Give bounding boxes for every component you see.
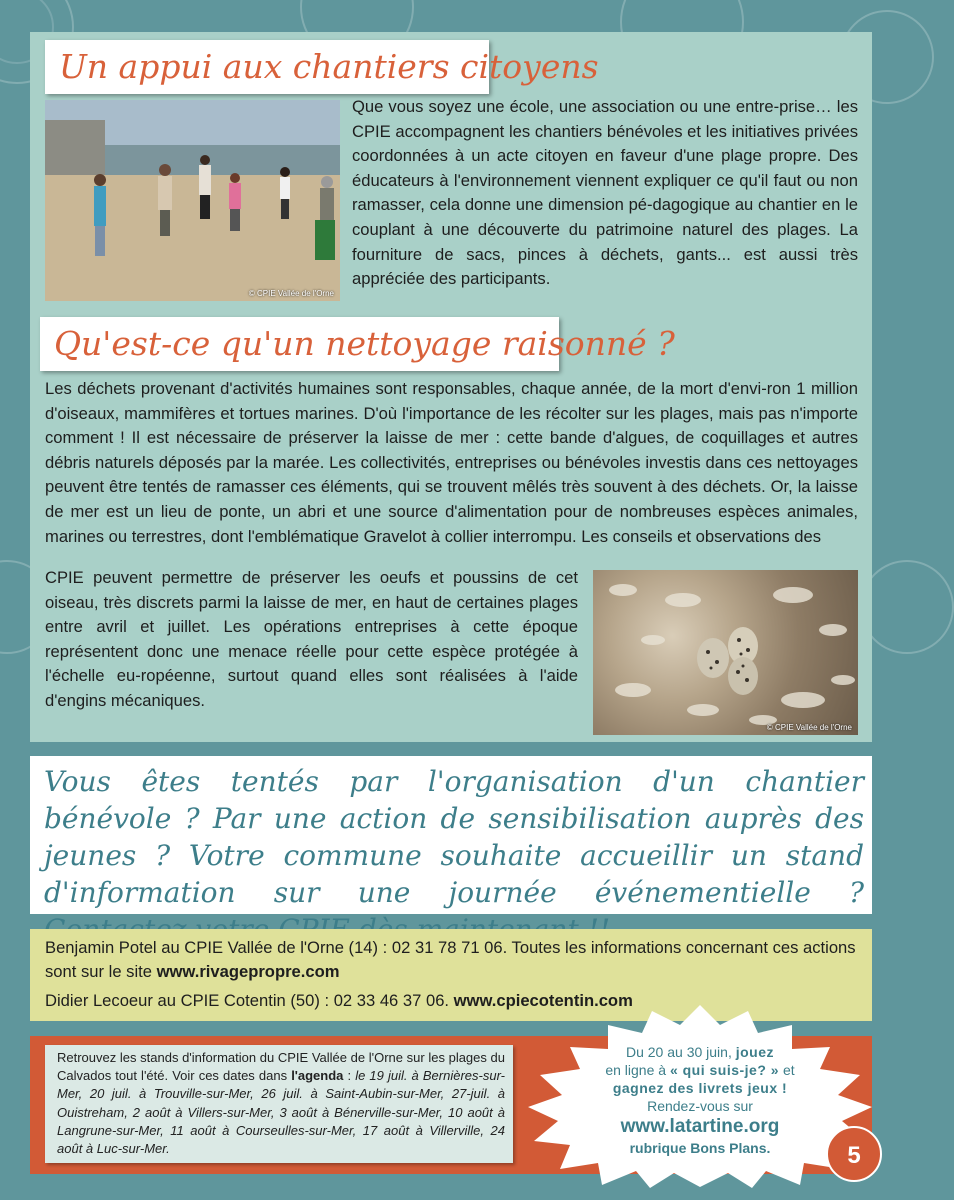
promo-line-1 [565, 1043, 835, 1061]
section2-paragraph-bottom: CPIE peuvent permettre de préserver les oeufs et poussins de cet oiseau, très discrets parmi la laisse de mer, en haut de certaines plages entre avril et juillet. Les opérations entreprises à cette époque représentent donc une menace réelle pour cette espèce protégée à l'échelle eu-ropéenne, surtout quand elles sont réalisées à l'aide d'engins mécaniques. [45, 568, 578, 710]
promo-prize-label: gagnez des livrets jeux ! [612, 1080, 788, 1096]
agenda-dates: le 19 juil. à Bernières-sur-Mer, 20 juil. à Trouville-sur-Mer, 26 juil. à Saint-Aubin-sur-Mer, 27-juil. à Ouistreham, 2 août à Villers-sur-Mer, 3 août à Bénerville-sur-Mer, 10 août à Langrune-sur-Mer, 11 août à Courseulles-sur-Mer, 17 août à Villerville, 24 août à Luc-sur-Mer. [57, 1068, 505, 1157]
decorative-circle [860, 560, 954, 654]
plover-eggs-photo [593, 570, 858, 735]
call-to-action-text: Vous êtes tentés par l'organisation d'un chantier bénévole ? Par une action de sensibilisation auprès des jeunes ? Votre commune souhaite accueillir un stand d'information sur une journée événementielle ? [44, 765, 864, 909]
cpiecotentin-link[interactable]: www.cpiecotentin.com [453, 991, 633, 1010]
promo-quiz-name: « qui suis-je? » [669, 1062, 780, 1078]
agenda-separator: : [343, 1068, 356, 1084]
promo-visit-label: Rendez-vous sur [647, 1098, 753, 1114]
latartine-link[interactable]: www.latartine.org [620, 1116, 780, 1137]
rivagepropre-link[interactable]: www.rivagepropre.com [156, 962, 340, 981]
promo-text [565, 1043, 835, 1157]
contact-line-1 [45, 936, 860, 984]
section2-title: Qu'est-ce qu'un nettoyage raisonné ? [40, 317, 559, 371]
promo-line-1-text: Du 20 au 30 juin, [625, 1044, 736, 1060]
promo-line-2 [565, 1061, 835, 1079]
photo-credit: © CPIE Vallée de l'Orne [248, 289, 334, 298]
contact-1-text: Benjamin Potel au CPIE Vallée de l'Orne (14) : 02 31 78 71 06. Toutes les informations concernant ces actions sont sur le site [45, 938, 856, 981]
promo-section-label: rubrique Bons Plans. [629, 1140, 771, 1156]
photo-credit: © CPIE Vallée de l'Orne [766, 723, 852, 732]
section1-title: Un appui aux chantiers citoyens [45, 40, 489, 94]
volunteers-illustration [45, 100, 340, 301]
plover-eggs-illustration [593, 570, 858, 735]
promo-play-label: jouez [735, 1044, 775, 1060]
volunteers-photo [45, 100, 340, 301]
agenda-text [57, 1049, 505, 1158]
promo-line-2-end: et [779, 1062, 795, 1078]
promo-line-2-text: en ligne à [605, 1062, 670, 1078]
section1-paragraph: Que vous soyez une école, une association ou une entre-prise… les CPIE accompagnent les chantiers bénévoles et les initiatives privées coordonnées à un acte citoyen en faveur d'une plage propre. Des éducateurs à l'environnement viennent expliquer ce qu'il faut ou non ramasser, cela donne une dimension pé-dagogique au chantier en le couplant à une découverte du patrimoine naturel des plages. La fourniture de sacs, pinces à déchets, gants... est aussi très appréciée des participants. [352, 97, 858, 289]
page-number: 5 [826, 1126, 882, 1182]
agenda-link[interactable]: l'agenda [291, 1068, 344, 1084]
agenda-intro: Retrouvez les stands d'information du CPIE Vallée de l'Orne sur les plages du Calvados tout l'été. Voir ces dates dans [57, 1050, 505, 1084]
contact-2-text: Didier Lecoeur au CPIE Cotentin (50) : 02 33 46 37 06. [45, 991, 454, 1010]
section2-paragraph-top: Les déchets provenant d'activités humaines sont responsables, chaque année, de la mort d'envi-ron 1 million d'oiseaux, mammifères et tortues marines. D'où l'importance de les récolter sur les plages, mais pas n'importe comment ! Il est nécessaire de préserver la laisse de mer : cette bande d'algues, de coquillages et autres débris naturels déposés par la marée. Les collectivités, entreprises ou bénévoles investis dans ces nettoyages peuvent être tentés de ramasser ces éléments, qui se trouvent mêlés très souvent à des déchets. Or, la laisse de mer est un lieu de ponte, un abri et une source d'alimentation pour de nombreuses espèces animales, marines ou terrestres, dont l'emblématique Gravelot à collier interrompu. Les conseils et observations des [45, 379, 858, 546]
